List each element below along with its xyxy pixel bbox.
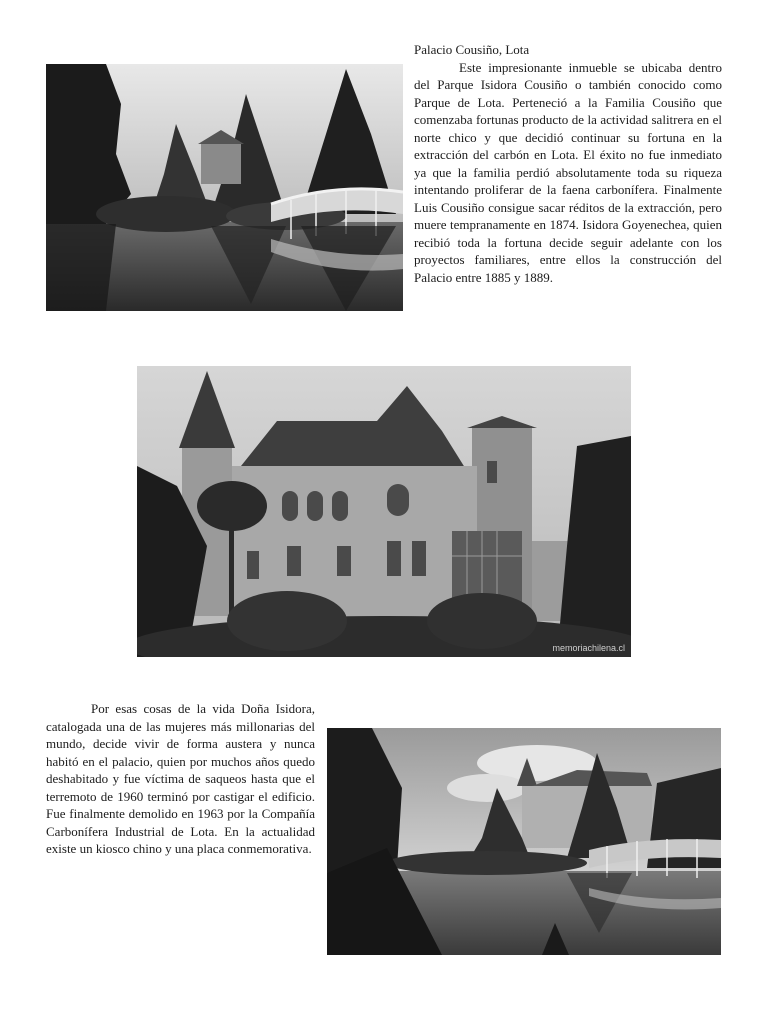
isidora-story-paragraph: Por esas cosas de la vida Doña Isidora, catalogada una de las mujeres más millonarias del mundo, decide vivir de forma austera y nunca habitó en el palacio, quien por muchos años quedo deshabitado y fue víctima de saqueos hasta que el terremoto de 1960 terminó por castigar el edificio. Fue finalmente demolido en 1963 por la Compañía Carbonífera Industrial de Lota. En la actualidad existe un kiosco chino y una placa conmemorativa. (46, 701, 315, 856)
park-lake-photo (46, 64, 403, 311)
pond-palace-photo (327, 728, 721, 955)
watermark-text: memoriachilena.cl (552, 643, 625, 653)
palacio-history-paragraph: Este impresionante inmueble se ubicaba dentro del Parque Isidora Cousiño o también conocido como Parque de Lota. Perteneció a la Familia Cousiño que comenzaba fortunas producto de la actividad salitrera en el norte chico y que decidió continuar su fortuna en la extracción del carbón en Lota. El éxito no fue inmediato ya que la familia perdió absolutamente toda su riqueza intentando proliferar de la faena carbonífera. Finalmente Luis Cousiño consigue sacar réditos de la extracción, pero muere tempranamente en 1874. Isidora Goyenechea, quien recibió toda la fortuna decide seguir adelante con los proyectos familiares, entre ellos la construcción del Palacio entre 1885 y 1889. (414, 59, 722, 285)
palace-photo (137, 366, 631, 657)
palacio-history-text (414, 41, 722, 286)
isidora-story-text (46, 700, 315, 858)
section-heading: Palacio Cousiño, Lota (414, 42, 530, 57)
